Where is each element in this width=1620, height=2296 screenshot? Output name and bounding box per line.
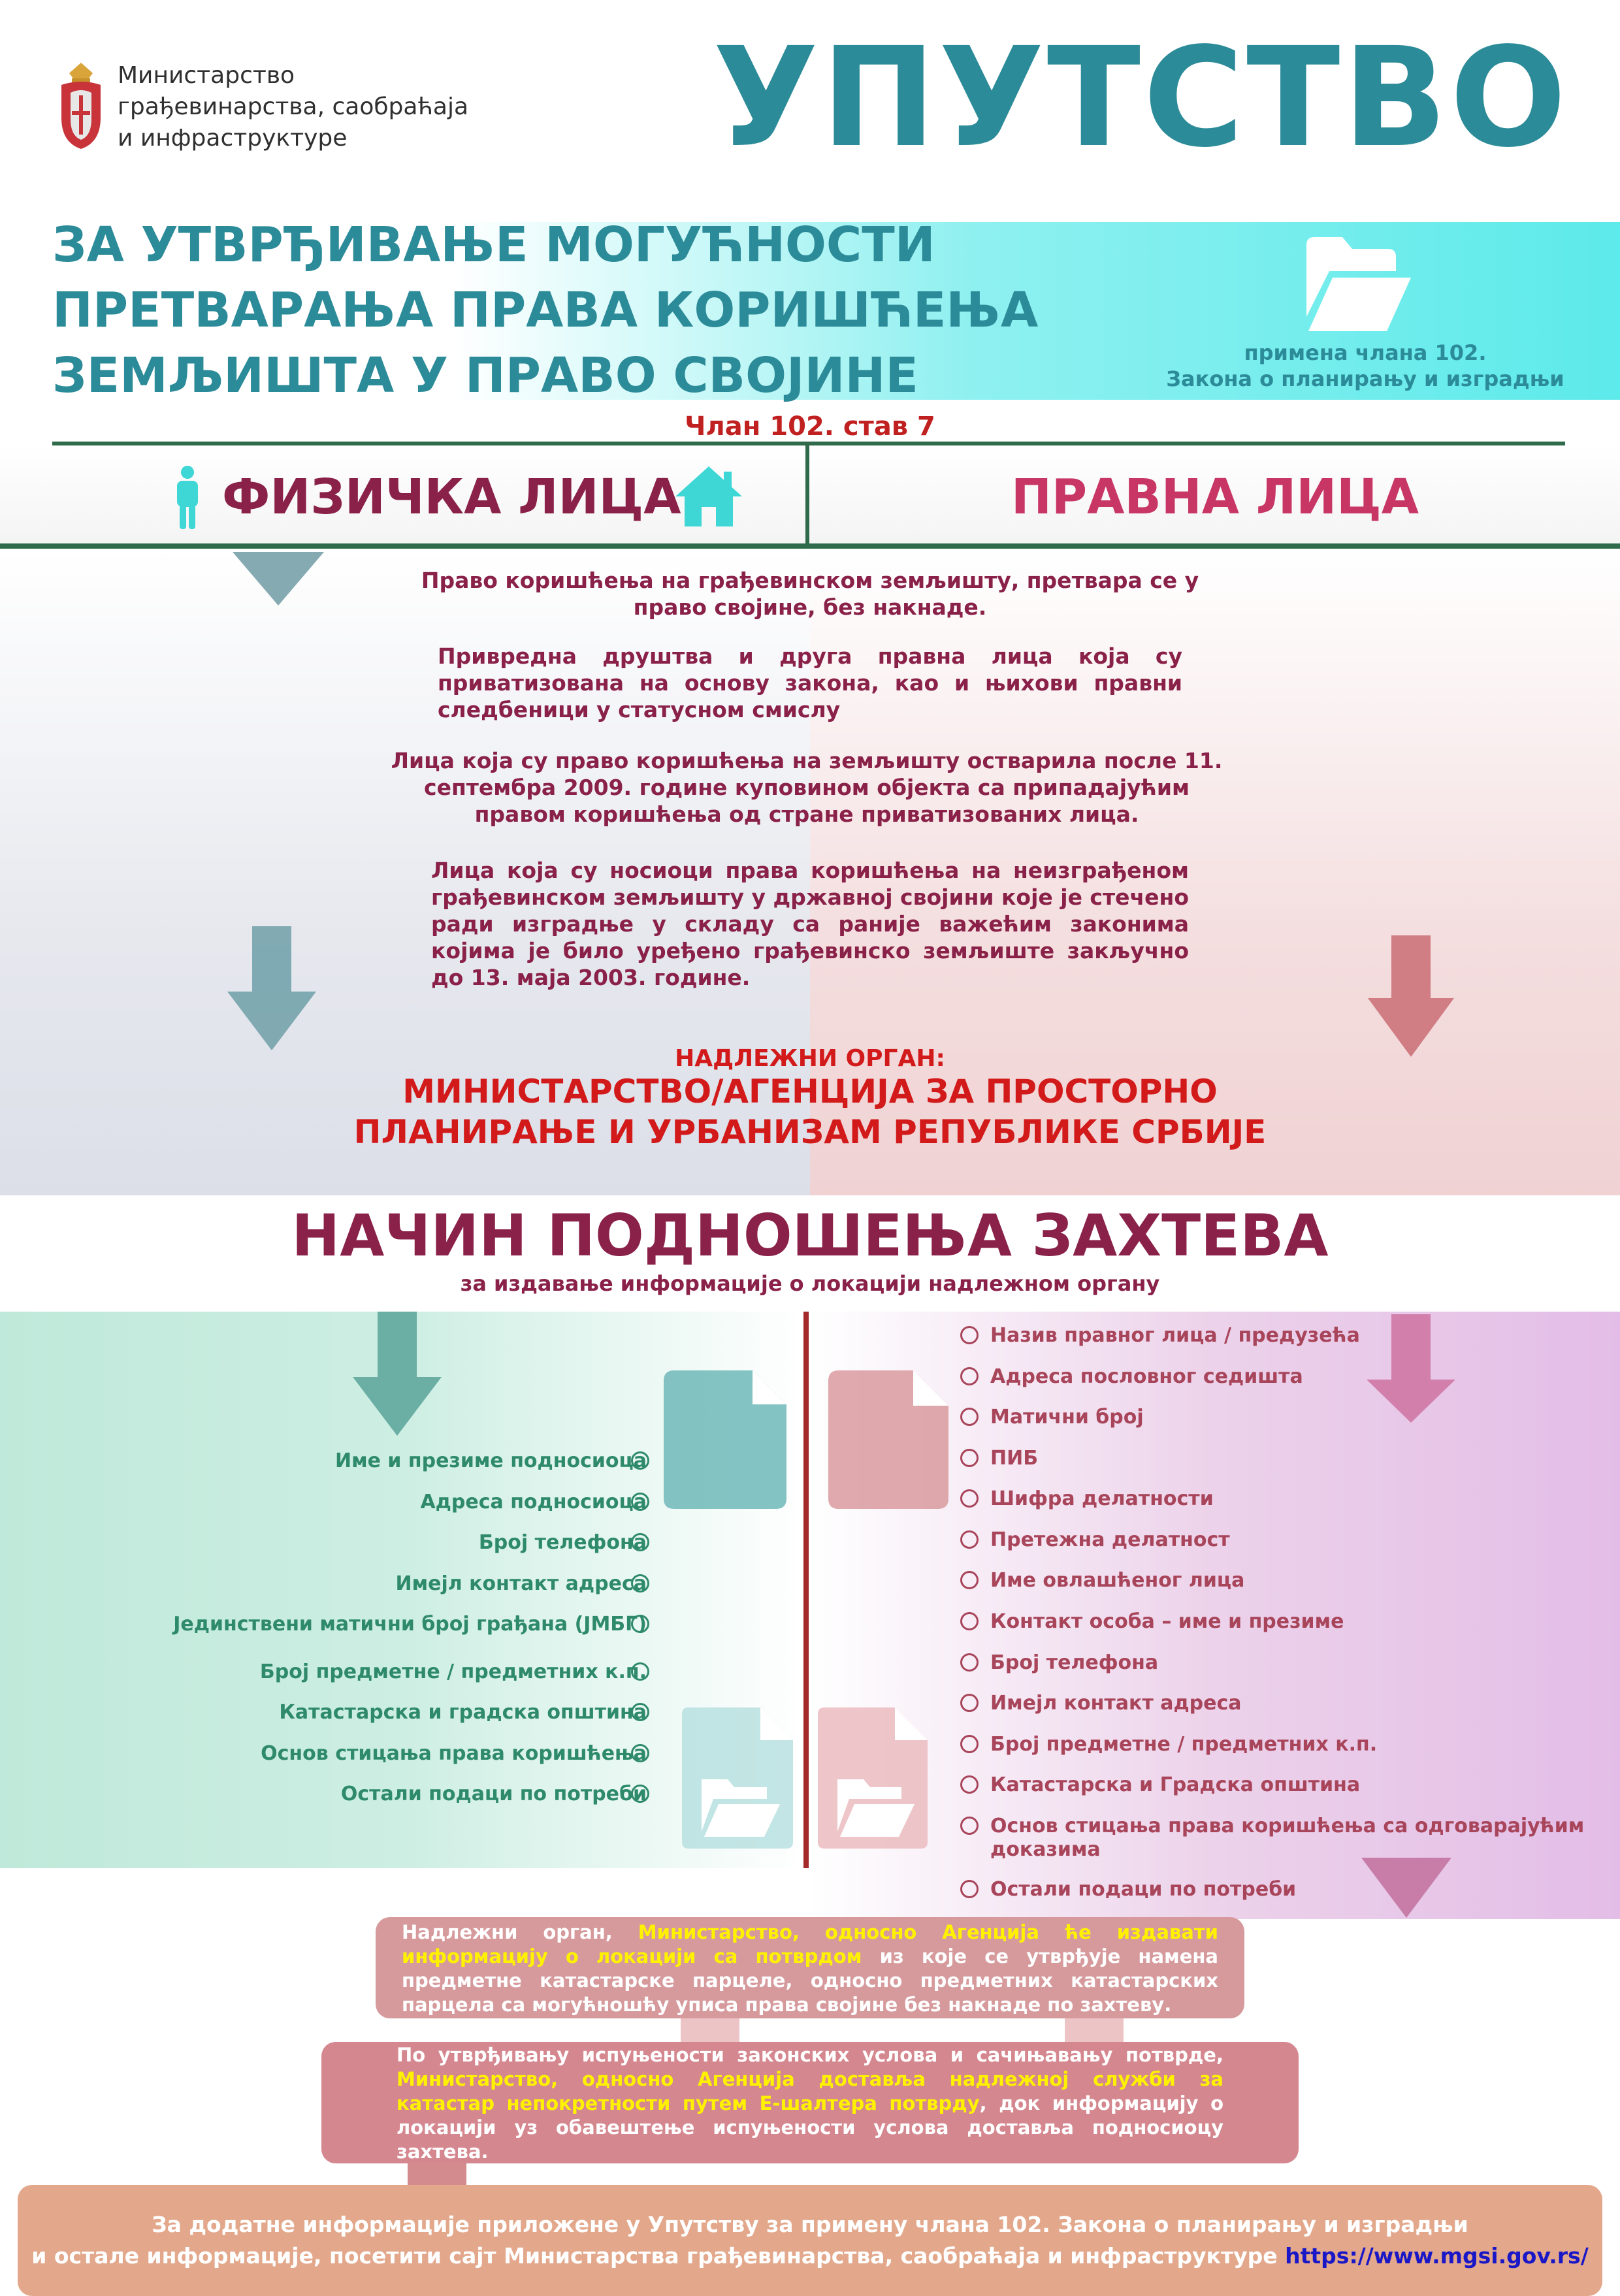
- applied-line-2: Закона о планирању и изградњи: [1166, 366, 1564, 391]
- submission-divider: [803, 1312, 809, 1868]
- subtitle-line-3: ЗЕМЉИШТА У ПРАВО СВОЈИНЕ: [52, 348, 918, 404]
- connector: [1065, 2017, 1124, 2043]
- list-item: Контакт особа – име и презиме: [990, 1610, 1344, 1633]
- bullet-circle-icon: [960, 1880, 979, 1898]
- authority-line-1: МИНИСТАРСТВО/АГЕНЦИЈА ЗА ПРОСТОРНО: [402, 1073, 1218, 1110]
- competent-authority-label: НАДЛЕЖНИ ОРГАН:: [675, 1045, 945, 1072]
- ministry-name: [118, 60, 468, 154]
- list-item: Матични број: [990, 1406, 1144, 1429]
- divider-line-bottom: [0, 543, 1620, 549]
- subtitle-line-1: ЗА УТВРЂИВАЊЕ МОГУЋНОСТИ: [52, 217, 935, 273]
- list-item: Катастарска и Градска општина: [990, 1773, 1361, 1796]
- list-item: Шифра делатности: [990, 1487, 1214, 1510]
- bullet-circle-icon: [960, 1408, 979, 1426]
- bullet-circle-icon: [960, 1612, 979, 1630]
- authority-line-2: ПЛАНИРАЊЕ И УРБАНИЗАМ РЕПУБЛИКЕ СРБИЈЕ: [353, 1113, 1267, 1151]
- bullet-circle-icon: [631, 1574, 649, 1593]
- list-item: Основ стицања права коришћења са одговарајућим доказима: [990, 1815, 1585, 1861]
- list-item: Назив правног лица / предузећа: [990, 1324, 1360, 1347]
- bullet-circle-icon: [631, 1744, 649, 1762]
- bullet-circle-icon: [631, 1703, 649, 1721]
- condition-2: Привредна друштва и друга правна лица која су приватизована на основу закона, као и њихови правни следбеници у статусном смислу: [438, 643, 1182, 722]
- footer-info: [18, 2185, 1602, 2296]
- condition-3: Лица која су право коришћења на земљишту остварила после 11. септембра 2009. године куповином објекта са припадајућим правом коришћења од стране приватизованих лица.: [391, 748, 1223, 827]
- step-1-text-highlight: Министарство, односно Агенција ће издавати информацију о локацији са потврдом: [402, 1921, 1218, 1967]
- submission-subtitle: за издавање информације о локацији надлежном органу: [460, 1271, 1160, 1296]
- list-item: Имејл контакт адреса: [990, 1692, 1242, 1715]
- connector: [681, 2017, 739, 2043]
- document-folder-icon: [682, 1707, 793, 1849]
- list-item: Број предметне / предметних к.п.: [990, 1733, 1378, 1756]
- list-item: Адреса пословног седишта: [990, 1365, 1303, 1388]
- list-item: Остали подаци по потреби: [340, 1783, 647, 1805]
- bullet-circle-icon: [960, 1489, 979, 1508]
- submission-title: НАЧИН ПОДНОШЕЊА ЗАХТЕВА: [291, 1202, 1329, 1269]
- bullet-circle-icon: [960, 1571, 979, 1589]
- competent-authority-name: [287, 1071, 1333, 1152]
- list-item: Основ стицања права коришћења: [261, 1742, 647, 1765]
- bullet-circle-icon: [960, 1530, 979, 1549]
- ministry-line-1: Министарство: [118, 62, 295, 89]
- ministry-line-3: и инфраструктуре: [118, 125, 348, 152]
- bullet-circle-icon: [631, 1662, 649, 1681]
- physical-persons-label: ФИЗИЧКА ЛИЦА: [222, 469, 681, 525]
- person-icon: [171, 465, 204, 530]
- triangle-down-icon: [233, 552, 324, 606]
- columns-divider: [805, 443, 809, 545]
- list-item: ПИБ: [990, 1447, 1039, 1470]
- bullet-circle-icon: [631, 1493, 649, 1511]
- bullet-circle-icon: [960, 1367, 979, 1385]
- main-title: УПУТСТВО: [713, 18, 1569, 178]
- legal-persons-label: ПРАВНА ЛИЦА: [1011, 469, 1419, 525]
- list-item: Катастарска и градска општина: [279, 1701, 647, 1724]
- arrow-down-icon: [1367, 1314, 1455, 1423]
- list-item: Имејл контакт адреса: [395, 1572, 647, 1595]
- applied-line-1: примена члана 102.: [1244, 340, 1487, 365]
- arrow-down-icon: [353, 1312, 442, 1436]
- list-item: Број предметне / предметних к.п.: [259, 1660, 647, 1683]
- bullet-circle-icon: [960, 1326, 979, 1344]
- bullet-circle-icon: [960, 1817, 979, 1835]
- bullet-circle-icon: [960, 1449, 979, 1467]
- bullet-circle-icon: [631, 1785, 649, 1803]
- applied-note: [1137, 340, 1594, 392]
- list-item: Јединствени матични број грађана (ЈМБГ): [173, 1613, 647, 1636]
- open-folder-icon: [1303, 232, 1414, 336]
- list-item: Број телефона: [478, 1531, 647, 1554]
- document-icon: [828, 1370, 948, 1509]
- list-item: Име овлашћеног лица: [990, 1569, 1245, 1592]
- list-item: Претежна делатност: [990, 1528, 1230, 1551]
- document-icon: [664, 1370, 786, 1509]
- list-item: Име и презиме подносиоца: [335, 1449, 647, 1472]
- bullet-circle-icon: [960, 1694, 979, 1712]
- ministry-line-2: грађевинарства, саобраћаја: [118, 93, 469, 120]
- document-folder-icon: [818, 1707, 928, 1849]
- process-step-2: [321, 2042, 1299, 2163]
- step-2-text-a: По утврђивању испуњености законских услова и сачињавању потврде,: [397, 2044, 1223, 2066]
- list-item: Адреса подносиоца: [420, 1491, 647, 1513]
- triangle-down-icon: [1361, 1858, 1451, 1918]
- step-1-text-c: из које се утврђује намена предметне катастарске парцеле, односно предметних катастарских парцела са могућношћу уписа права својине без накнаде по захтеву.: [402, 1945, 1218, 2016]
- bullet-circle-icon: [631, 1615, 649, 1633]
- step-2-text-c: , док информацију о локацији уз обавештење испуњености услова доставља подносиоцу захтева.: [397, 2092, 1223, 2163]
- condition-4: Лица која су носиоци права коришћења на неизграђеном грађевинском земљишту у државној својини које је стечено ради изградње у складу са раније важећим законима којима је било уређено грађевинско земљиште закључно до 13. маја 2003. године.: [431, 858, 1190, 990]
- process-step-1: [376, 1917, 1244, 2018]
- arrow-down-icon: [227, 926, 316, 1050]
- arrow-down-icon: [1368, 935, 1454, 1057]
- article-reference: Члан 102. став 7: [685, 412, 935, 442]
- list-item: Остали подаци по потреби: [990, 1878, 1297, 1901]
- house-icon: [673, 464, 745, 529]
- list-item: Број телефона: [990, 1651, 1159, 1674]
- website-link[interactable]: https://www.mgsi.gov.rs/: [1285, 2243, 1589, 2269]
- serbia-coat-of-arms-icon: [57, 59, 105, 150]
- bullet-circle-icon: [960, 1775, 979, 1794]
- bullet-circle-icon: [631, 1533, 649, 1551]
- step-1-text-a: Надлежни орган,: [402, 1921, 638, 1943]
- subtitle-line-2: ПРЕТВАРАЊА ПРАВА КОРИШЋЕЊА: [52, 282, 1039, 338]
- bullet-circle-icon: [960, 1653, 979, 1672]
- subtitle: [52, 212, 1038, 408]
- bullet-circle-icon: [960, 1735, 979, 1753]
- footer-line-2: и остале информације, посетити сајт Министарства грађевинарства, саобраћаја и инфраструктуре: [31, 2243, 1278, 2269]
- footer-line-1: За додатне информације приложене у Упутству за примену члана 102. Закона о планирању и изградњи: [152, 2212, 1468, 2237]
- bullet-circle-icon: [631, 1451, 649, 1470]
- condition-1: Право коришћења на грађевинском земљишту, претвара се у право својине, без накнаде.: [421, 568, 1199, 620]
- step-2-text-highlight: Министарство, односно Агенција доставља надлежној служби за катастар непокретности путем Е-шалтера потврду: [397, 2068, 1223, 2114]
